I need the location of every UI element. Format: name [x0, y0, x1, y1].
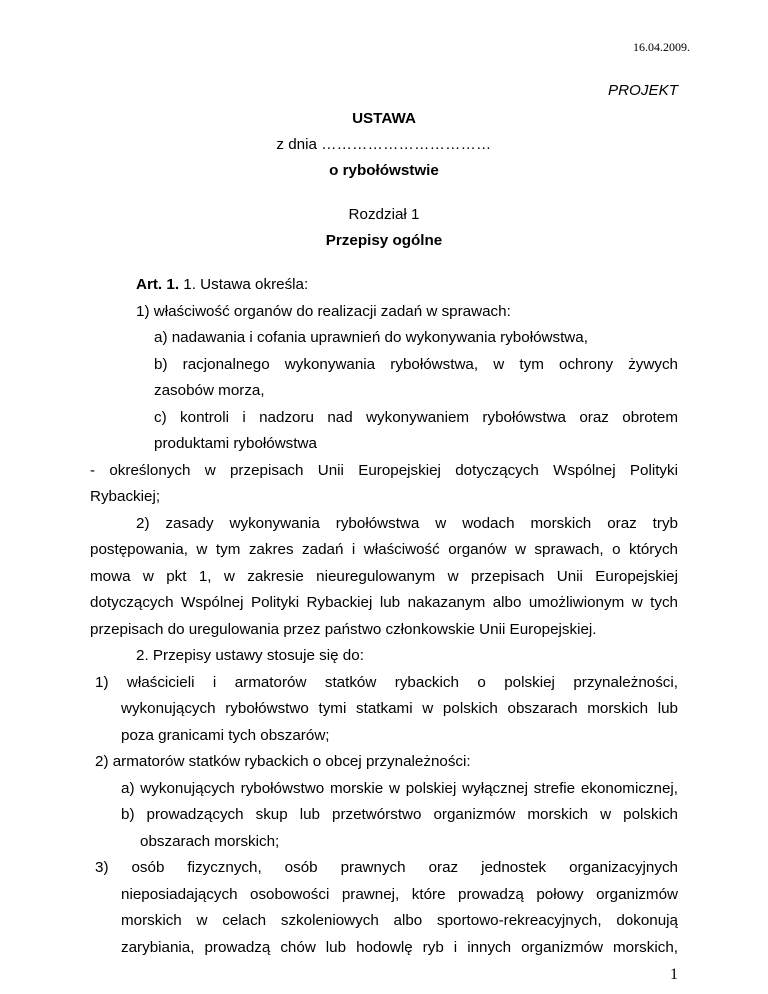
article-line-9: 2) zasady wykonywania rybołówstwa w wodach morskich oraz tryb: [136, 515, 678, 532]
date-line: [0, 136, 768, 153]
article-line-3: b) racjonalnego wykonywania rybołówstwa, w tym ochrony żywych: [154, 356, 678, 373]
article-line-12: dotyczących Wspólnej Polityki Rybackiej lub nakazanym albo umożliwionym w tych: [90, 594, 678, 611]
article-line-13: przepisach do uregulowania przez państwo członkowskie Unii Europejskiej.: [90, 621, 597, 638]
page-number: 1: [670, 966, 678, 983]
article-line-21: obszarach morskich;: [140, 833, 280, 850]
article-line-18: 2) armatorów statków rybackich o obcej przynależności:: [95, 753, 471, 770]
project-label: PROJEKT: [607, 82, 678, 99]
article-line-6: produktami rybołówstwa: [154, 435, 317, 452]
document-type: USTAWA: [352, 110, 416, 127]
article-label: Art. 1.: [136, 276, 180, 293]
article-line-0: 1. Ustawa określa:: [183, 276, 309, 293]
article-line-11: mowa w pkt 1, w zakresie nieuregulowanym w przepisach Unii Europejskiej: [90, 568, 678, 585]
article-line-22: 3) osób fizycznych, osób prawnych oraz jednostek organizacyjnych: [95, 859, 678, 876]
chapter-number: Rozdział 1: [348, 206, 420, 223]
document-subject: o rybołówstwie: [329, 162, 439, 179]
article-line-20: b) prowadzących skup lub przetwórstwo organizmów morskich w polskich: [121, 806, 678, 823]
article-line-15: 1) właścicieli i armatorów statków rybackich o polskiej przynależności,: [95, 674, 678, 691]
article-line-10: postępowania, w tym zakres zadań i właściwość organów w sprawach, o których: [90, 541, 678, 558]
article-line-4: zasobów morza,: [154, 382, 265, 399]
article-line-7: - określonych w przepisach Unii Europejskiej dotyczących Wspólnej Polityki: [90, 462, 678, 479]
document-date: 16.04.2009.: [633, 40, 690, 54]
article-line-25: zarybiania, prowadzą chów lub hodowlę ryb i innych organizmów morskich,: [121, 939, 678, 956]
date-prefix: z dnia: [276, 136, 317, 153]
article-line-5: c) kontroli i nadzoru nad wykonywaniem rybołówstwa oraz obrotem: [154, 409, 678, 426]
article-line-16: wykonujących rybołówstwo tymi statkami w polskich obszarach morskich lub: [121, 700, 678, 717]
article-line-17: poza granicami tych obszarów;: [121, 727, 330, 744]
article-line-24: morskich w celach szkoleniowych albo sportowo-rekreacyjnych, dokonują: [121, 912, 678, 929]
article-line-1: 1) właściwość organów do realizacji zadań w sprawach:: [136, 303, 511, 320]
date-placeholder: ……………………………: [321, 136, 492, 153]
article-line-14: 2. Przepisy ustawy stosuje się do:: [136, 647, 364, 664]
article-line-8: Rybackiej;: [90, 488, 161, 505]
article-heading: [136, 276, 308, 293]
article-line-19: a) wykonujących rybołówstwo morskie w polskiej wyłącznej strefie ekonomicznej,: [121, 780, 678, 797]
article-line-2: a) nadawania i cofania uprawnień do wykonywania rybołówstwa,: [154, 329, 588, 346]
article-line-23: nieposiadających osobowości prawnej, które prowadzą połowy organizmów: [121, 886, 678, 903]
chapter-name: Przepisy ogólne: [325, 232, 443, 249]
